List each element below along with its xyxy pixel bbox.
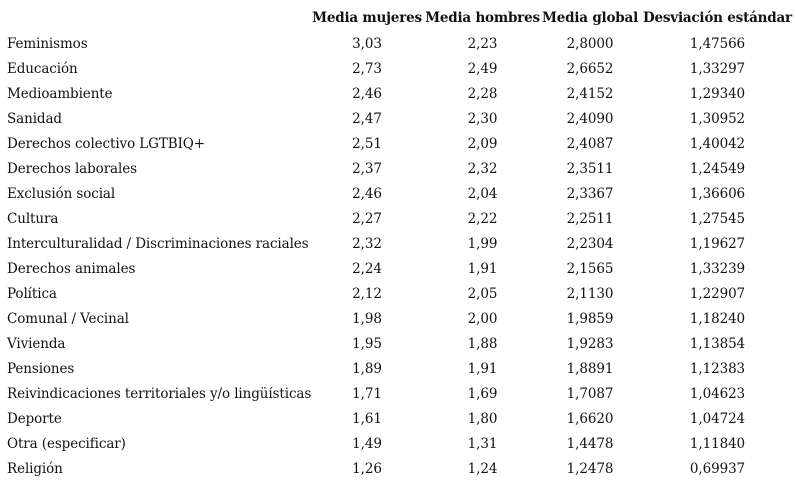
cell-media-mujeres: 1,61 [352,410,382,427]
cell-desviacion-estandar: 1,40042 [689,135,746,152]
table-body [0,31,795,481]
cell-media-hombres: 2,23 [467,35,498,52]
cell-media-hombres: 2,04 [467,185,498,202]
cell-media-hombres: 2,22 [467,210,498,227]
cell-media-global: 2,8000 [566,35,614,52]
cell-media-mujeres: 2,47 [352,110,382,127]
table-row [0,256,795,281]
cell-media-mujeres: 2,46 [352,185,382,202]
row-label: Vivienda [7,335,66,352]
header-row [0,4,795,31]
cell-media-hombres: 2,00 [467,310,498,327]
cell-media-hombres: 2,30 [467,110,498,127]
cell-desviacion-estandar: 1,30952 [689,110,746,127]
cell-media-hombres: 1,80 [467,410,498,427]
row-label: Interculturalidad / Discriminaciones raciales [7,235,309,252]
cell-media-global: 2,3511 [566,160,614,177]
row-label: Sanidad [7,110,62,127]
row-label: Derechos animales [7,260,136,277]
cell-media-global: 2,6652 [566,60,614,77]
cell-desviacion-estandar: 1,33297 [689,60,746,77]
cell-media-hombres: 2,09 [467,135,498,152]
cell-media-mujeres: 1,98 [352,310,382,327]
row-label: Derechos colectivo LGTBIQ+ [7,135,205,152]
cell-media-hombres: 1,99 [467,235,498,252]
cell-desviacion-estandar: 1,18240 [689,310,746,327]
cell-media-global: 1,9283 [566,335,614,352]
cell-media-mujeres: 2,12 [352,285,382,302]
statistics-table [0,4,795,481]
row-label: Comunal / Vecinal [7,310,129,327]
cell-media-global: 1,9859 [566,310,614,327]
cell-desviacion-estandar: 1,47566 [689,35,746,52]
cell-desviacion-estandar: 1,22907 [689,285,746,302]
cell-media-mujeres: 2,32 [352,235,382,252]
cell-media-hombres: 2,28 [467,85,498,102]
header-media-global: Media global [541,9,639,26]
row-label: Exclusión social [7,185,116,202]
cell-desviacion-estandar: 1,04724 [689,410,746,427]
cell-media-mujeres: 1,71 [352,385,382,402]
cell-media-global: 2,4152 [566,85,614,102]
cell-media-global: 1,7087 [566,385,614,402]
table-row [0,131,795,156]
cell-media-global: 1,4478 [566,435,614,452]
header-media-hombres: Media hombres [425,9,540,26]
table-row [0,231,795,256]
table-row [0,156,795,181]
row-label: Derechos laborales [7,160,137,177]
table-row [0,206,795,231]
cell-media-mujeres: 2,73 [352,60,382,77]
cell-media-mujeres: 1,95 [352,335,382,352]
cell-desviacion-estandar: 1,04623 [689,385,746,402]
cell-media-global: 1,6620 [566,410,614,427]
cell-media-hombres: 1,69 [467,385,498,402]
cell-media-hombres: 1,24 [467,460,498,477]
table-row [0,356,795,381]
row-label: Política [7,285,57,302]
table-row [0,381,795,406]
cell-media-hombres: 1,91 [467,360,498,377]
row-label: Medioambiente [7,85,113,102]
cell-media-hombres: 1,91 [467,260,498,277]
cell-media-mujeres: 2,46 [352,85,382,102]
cell-media-mujeres: 2,27 [352,210,382,227]
table-row [0,31,795,56]
cell-media-hombres: 2,32 [467,160,498,177]
cell-media-mujeres: 1,89 [352,360,382,377]
cell-media-mujeres: 2,37 [352,160,382,177]
cell-media-global: 2,4090 [566,110,614,127]
cell-desviacion-estandar: 1,29340 [689,85,746,102]
cell-desviacion-estandar: 1,12383 [689,360,746,377]
cell-media-global: 2,4087 [566,135,614,152]
cell-media-global: 1,8891 [566,360,614,377]
cell-media-global: 2,1130 [566,285,614,302]
cell-desviacion-estandar: 1,27545 [689,210,746,227]
cell-media-hombres: 2,49 [467,60,498,77]
header-media-mujeres: Media mujeres [312,9,422,26]
header-desviacion-estandar: Desviación estándar [643,9,792,26]
cell-desviacion-estandar: 1,11840 [689,435,746,452]
row-label: Deporte [7,410,62,427]
table-row [0,456,795,481]
cell-desviacion-estandar: 1,36606 [689,185,746,202]
cell-media-mujeres: 1,49 [352,435,382,452]
row-label: Religión [7,460,63,477]
table-row [0,331,795,356]
cell-media-mujeres: 2,24 [352,260,382,277]
table-row [0,181,795,206]
row-label: Otra (especificar) [7,435,126,452]
cell-desviacion-estandar: 0,69937 [689,460,746,477]
table-row [0,106,795,131]
table-row [0,431,795,456]
cell-media-hombres: 1,31 [467,435,498,452]
row-label: Feminismos [7,35,88,52]
cell-desviacion-estandar: 1,33239 [689,260,746,277]
table-row [0,406,795,431]
row-label: Cultura [7,210,59,227]
cell-media-hombres: 2,05 [467,285,498,302]
row-label: Pensiones [7,360,75,377]
table-row [0,306,795,331]
header-name [0,4,309,31]
row-label: Educación [7,60,78,77]
cell-media-global: 2,2511 [566,210,614,227]
table-row [0,81,795,106]
cell-media-global: 2,1565 [566,260,614,277]
cell-media-mujeres: 2,51 [352,135,382,152]
cell-desviacion-estandar: 1,13854 [689,335,746,352]
cell-media-global: 2,3367 [566,185,614,202]
table-row [0,281,795,306]
cell-desviacion-estandar: 1,19627 [689,235,746,252]
cell-media-hombres: 1,88 [467,335,498,352]
cell-desviacion-estandar: 1,24549 [689,160,746,177]
cell-media-mujeres: 1,26 [352,460,382,477]
table-row [0,56,795,81]
row-label: Reivindicaciones territoriales y/o lingüísticas [7,385,312,402]
cell-media-global: 1,2478 [566,460,614,477]
cell-media-global: 2,2304 [566,235,614,252]
cell-media-mujeres: 3,03 [352,35,382,52]
